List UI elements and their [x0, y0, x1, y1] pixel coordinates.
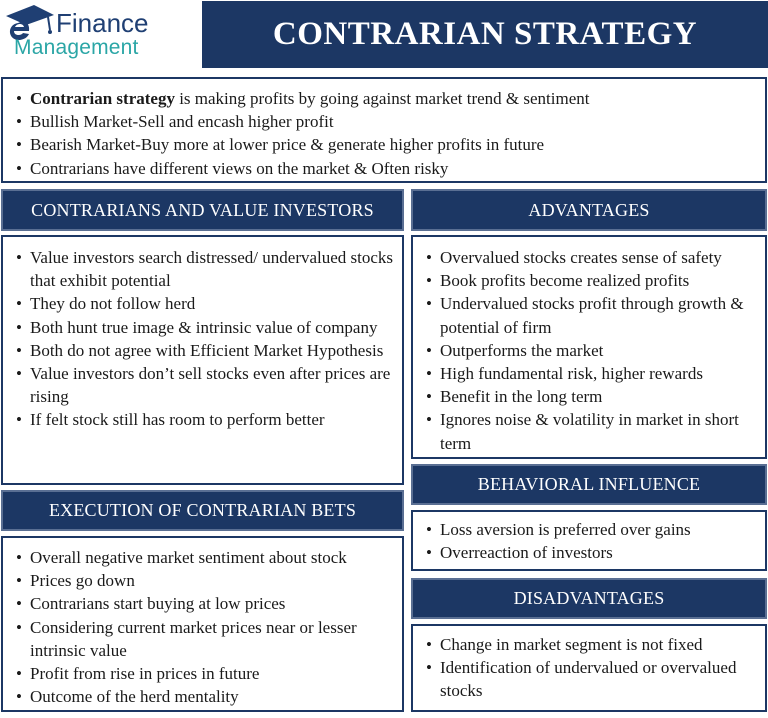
list-item: • Value investors search distressed/ undervalued stocks that exhibit potential: [15, 246, 394, 292]
list-item: • Overreaction of investors: [425, 541, 761, 564]
value-investors-heading-text: CONTRARIANS AND VALUE INVESTORS: [31, 199, 374, 220]
execution-heading: [1, 490, 404, 531]
list-item: • Outcome of the herd mentality: [15, 685, 394, 708]
list-item: • Identification of undervalued or overvalued stocks: [425, 656, 761, 702]
list-item: • Undervalued stocks profit through growth & potential of firm: [425, 292, 761, 338]
disadvantages-list: [425, 633, 761, 703]
value-investors-box: [1, 235, 404, 485]
list-item: • High fundamental risk, higher rewards: [425, 362, 761, 385]
list-item: • If felt stock still has room to perform better: [15, 408, 394, 431]
intro-item: • Bearish Market-Buy more at lower price & generate higher profits in future: [15, 133, 765, 156]
disadvantages-heading-text: DISADVANTAGES: [513, 588, 665, 608]
value-investors-heading: [1, 189, 404, 231]
disadvantages-box: [411, 624, 767, 712]
execution-box: [1, 536, 404, 712]
list-item: • Prices go down: [15, 569, 394, 592]
intro-bold-lead: Contrarian strategy: [30, 89, 175, 108]
advantages-heading: [411, 189, 767, 231]
list-item: • Benefit in the long term: [425, 385, 761, 408]
advantages-box: [411, 235, 767, 459]
behavioral-list: [425, 518, 761, 564]
behavioral-heading-text: BEHAVIORAL INFLUENCE: [477, 474, 701, 494]
finance-management-logo: [0, 0, 198, 66]
list-item: • Ignores noise & volatility in market in short term: [425, 408, 761, 454]
title-banner: [202, 1, 768, 68]
intro-item-definition: [15, 87, 765, 110]
list-item: • Outperforms the market: [425, 339, 761, 362]
list-item: • Overvalued stocks creates sense of safety: [425, 246, 761, 269]
advantages-list: [425, 246, 761, 455]
intro-lead-rest: is making profits by going against market trend & sentiment: [174, 89, 590, 108]
list-item: • Both hunt true image & intrinsic value of company: [15, 316, 394, 339]
list-item: • Contrarians start buying at low prices: [15, 592, 394, 615]
value-investors-list: [15, 246, 394, 432]
intro-list: [15, 87, 765, 180]
intro-item: • Contrarians have different views on the market & Often risky: [15, 157, 765, 180]
list-item: • Book profits become realized profits: [425, 269, 761, 292]
behavioral-heading: [411, 464, 767, 505]
logo-word-management: Management: [14, 36, 139, 59]
execution-heading-text: EXECUTION OF CONTRARIAN BETS: [48, 500, 357, 520]
list-item: • Both do not agree with Efficient Market Hypothesis: [15, 339, 394, 362]
list-item: • Overall negative market sentiment about stock: [15, 546, 394, 569]
list-item: • Profit from rise in prices in future: [15, 662, 394, 685]
logo-word-finance: Finance: [56, 8, 149, 38]
behavioral-box: [411, 510, 767, 571]
page-title: CONTRARIAN STRATEGY: [272, 16, 698, 52]
list-item: • Value investors don’t sell stocks even after prices are rising: [15, 362, 394, 408]
execution-list: [15, 546, 394, 708]
intro-box: [1, 77, 767, 183]
list-item: • Change in market segment is not fixed: [425, 633, 761, 656]
intro-item: • Bullish Market-Sell and encash higher profit: [15, 110, 765, 133]
advantages-heading-text: ADVANTAGES: [528, 199, 650, 220]
list-item: • Loss aversion is preferred over gains: [425, 518, 761, 541]
disadvantages-heading: [411, 578, 767, 619]
list-item: • Considering current market prices near or lesser intrinsic value: [15, 616, 394, 662]
list-item: • They do not follow herd: [15, 292, 394, 315]
